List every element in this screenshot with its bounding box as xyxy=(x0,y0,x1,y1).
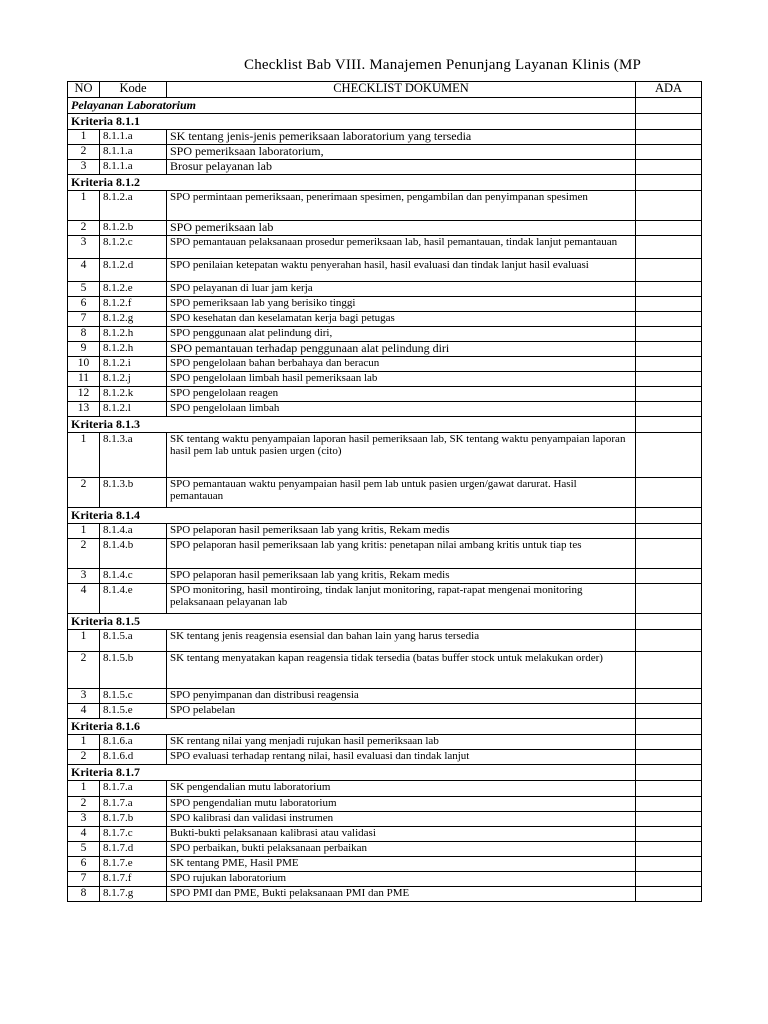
no-cell: 1 xyxy=(68,191,100,221)
document-cell: SPO kesehatan dan keselamatan kerja bagi petugas xyxy=(167,312,636,327)
no-cell: 6 xyxy=(68,297,100,312)
kode-cell: 8.1.4.a xyxy=(100,524,167,539)
no-cell: 2 xyxy=(68,797,100,812)
no-cell: 2 xyxy=(68,221,100,236)
ada-cell[interactable] xyxy=(636,797,702,812)
kriteria-row xyxy=(68,719,702,735)
ada-cell[interactable] xyxy=(636,312,702,327)
kode-cell: 8.1.6.d xyxy=(100,750,167,765)
no-cell: 11 xyxy=(68,372,100,387)
table-row xyxy=(68,524,702,539)
ada-cell[interactable] xyxy=(636,402,702,417)
no-cell: 3 xyxy=(68,236,100,259)
ada-cell[interactable] xyxy=(636,98,702,114)
ada-cell[interactable] xyxy=(636,872,702,887)
document-cell: SPO pengelolaan limbah hasil pemeriksaan lab xyxy=(167,372,636,387)
checklist-body xyxy=(68,98,702,902)
no-cell: 4 xyxy=(68,259,100,282)
ada-cell[interactable] xyxy=(636,478,702,508)
kriteria-label: Kriteria 8.1.3 xyxy=(68,417,636,433)
kode-cell: 8.1.2.f xyxy=(100,297,167,312)
kode-cell: 8.1.2.c xyxy=(100,236,167,259)
no-cell: 2 xyxy=(68,652,100,689)
ada-cell[interactable] xyxy=(636,569,702,584)
document-cell: SPO pengelolaan reagen xyxy=(167,387,636,402)
header-kode: Kode xyxy=(100,82,167,98)
document-cell: Bukti-bukti pelaksanaan kalibrasi atau validasi xyxy=(167,827,636,842)
table-row xyxy=(68,887,702,902)
kode-cell: 8.1.2.a xyxy=(100,191,167,221)
table-row xyxy=(68,387,702,402)
document-cell: SPO penggunaan alat pelindung diri, xyxy=(167,327,636,342)
ada-cell[interactable] xyxy=(636,704,702,719)
kode-cell: 8.1.2.e xyxy=(100,282,167,297)
no-cell: 6 xyxy=(68,857,100,872)
document-cell: SPO permintaan pemeriksaan, penerimaan spesimen, pengambilan dan penyimpanan spesimen xyxy=(167,191,636,221)
kode-cell: 8.1.6.a xyxy=(100,735,167,750)
ada-cell[interactable] xyxy=(636,524,702,539)
kode-cell: 8.1.2.h xyxy=(100,327,167,342)
table-row xyxy=(68,191,702,221)
kode-cell: 8.1.7.f xyxy=(100,872,167,887)
ada-cell[interactable] xyxy=(636,145,702,160)
kode-cell: 8.1.2.k xyxy=(100,387,167,402)
document-cell: SPO pengelolaan bahan berbahaya dan beracun xyxy=(167,357,636,372)
document-cell: SPO pelaporan hasil pemeriksaan lab yang kritis, Rekam medis xyxy=(167,569,636,584)
ada-cell[interactable] xyxy=(636,630,702,652)
section-row xyxy=(68,98,702,114)
document-cell: SK tentang jenis-jenis pemeriksaan laboratorium yang tersedia xyxy=(167,130,636,145)
no-cell: 5 xyxy=(68,842,100,857)
ada-cell[interactable] xyxy=(636,812,702,827)
table-row xyxy=(68,584,702,614)
no-cell: 9 xyxy=(68,342,100,357)
ada-cell[interactable] xyxy=(636,433,702,478)
document-cell: SPO perbaikan, bukti pelaksanaan perbaikan xyxy=(167,842,636,857)
document-cell: SPO pengendalian mutu laboratorium xyxy=(167,797,636,812)
table-row xyxy=(68,827,702,842)
ada-cell[interactable] xyxy=(636,327,702,342)
document-cell: SPO monitoring, hasil montiroing, tindak lanjut monitoring, rapat-rapat mengenai monitoring pelaksanaan pelayanan lab xyxy=(167,584,636,614)
header-checklist-dokumen: CHECKLIST DOKUMEN xyxy=(167,82,636,98)
ada-cell[interactable] xyxy=(636,221,702,236)
ada-cell[interactable] xyxy=(636,191,702,221)
kode-cell: 8.1.7.c xyxy=(100,827,167,842)
no-cell: 1 xyxy=(68,781,100,797)
ada-cell[interactable] xyxy=(636,372,702,387)
table-row xyxy=(68,236,702,259)
table-row xyxy=(68,312,702,327)
ada-cell[interactable] xyxy=(636,750,702,765)
ada-cell[interactable] xyxy=(636,259,702,282)
kode-cell: 8.1.7.a xyxy=(100,781,167,797)
table-row xyxy=(68,259,702,282)
kode-cell: 8.1.2.l xyxy=(100,402,167,417)
no-cell: 1 xyxy=(68,735,100,750)
kriteria-label: Kriteria 8.1.5 xyxy=(68,614,636,630)
no-cell: 12 xyxy=(68,387,100,402)
ada-cell[interactable] xyxy=(636,652,702,689)
no-cell: 4 xyxy=(68,704,100,719)
ada-cell[interactable] xyxy=(636,857,702,872)
kode-cell: 8.1.2.d xyxy=(100,259,167,282)
no-cell: 1 xyxy=(68,130,100,145)
table-row xyxy=(68,630,702,652)
ada-cell[interactable] xyxy=(636,160,702,175)
kriteria-label: Kriteria 8.1.6 xyxy=(68,719,636,735)
table-row xyxy=(68,872,702,887)
kode-cell: 8.1.2.g xyxy=(100,312,167,327)
ada-cell[interactable] xyxy=(636,357,702,372)
document-cell: SPO pelaporan hasil pemeriksaan lab yang kritis, Rekam medis xyxy=(167,524,636,539)
no-cell: 3 xyxy=(68,812,100,827)
ada-cell[interactable] xyxy=(636,584,702,614)
kode-cell: 8.1.7.g xyxy=(100,887,167,902)
ada-cell[interactable] xyxy=(636,842,702,857)
kode-cell: 8.1.5.e xyxy=(100,704,167,719)
document-cell: SPO rujukan laboratorium xyxy=(167,872,636,887)
document-cell: SPO penyimpanan dan distribusi reagensia xyxy=(167,689,636,704)
table-row xyxy=(68,857,702,872)
no-cell: 3 xyxy=(68,569,100,584)
table-row xyxy=(68,327,702,342)
table-row xyxy=(68,402,702,417)
kode-cell: 8.1.5.a xyxy=(100,630,167,652)
document-cell: Brosur pelayanan lab xyxy=(167,160,636,175)
table-row xyxy=(68,342,702,357)
kode-cell: 8.1.4.c xyxy=(100,569,167,584)
kode-cell: 8.1.3.a xyxy=(100,433,167,478)
table-row xyxy=(68,145,702,160)
no-cell: 2 xyxy=(68,750,100,765)
section-label: Pelayanan Laboratorium xyxy=(68,98,636,114)
table-row xyxy=(68,130,702,145)
ada-cell[interactable] xyxy=(636,282,702,297)
header-no: NO xyxy=(68,82,100,98)
kode-cell: 8.1.4.b xyxy=(100,539,167,569)
ada-cell[interactable] xyxy=(636,236,702,259)
document-cell: SPO pemeriksaan lab xyxy=(167,221,636,236)
document-cell: SPO penilaian ketepatan waktu penyerahan hasil, hasil evaluasi dan tindak lanjut hasil evaluasi xyxy=(167,259,636,282)
no-cell: 1 xyxy=(68,433,100,478)
table-row xyxy=(68,781,702,797)
table-row xyxy=(68,221,702,236)
ada-cell[interactable] xyxy=(636,387,702,402)
no-cell: 1 xyxy=(68,524,100,539)
document-cell: SPO kalibrasi dan validasi instrumen xyxy=(167,812,636,827)
ada-cell[interactable] xyxy=(636,508,702,524)
kriteria-label: Kriteria 8.1.1 xyxy=(68,114,636,130)
document-cell: SPO pemeriksaan lab yang berisiko tinggi xyxy=(167,297,636,312)
table-row xyxy=(68,735,702,750)
kode-cell: 8.1.2.j xyxy=(100,372,167,387)
ada-cell[interactable] xyxy=(636,297,702,312)
kode-cell: 8.1.7.a xyxy=(100,797,167,812)
kriteria-row xyxy=(68,417,702,433)
table-row xyxy=(68,297,702,312)
kriteria-row xyxy=(68,765,702,781)
no-cell: 3 xyxy=(68,689,100,704)
document-cell: SK rentang nilai yang menjadi rujukan hasil pemeriksaan lab xyxy=(167,735,636,750)
kode-cell: 8.1.2.h xyxy=(100,342,167,357)
kriteria-label: Kriteria 8.1.4 xyxy=(68,508,636,524)
kode-cell: 8.1.1.a xyxy=(100,160,167,175)
table-row xyxy=(68,372,702,387)
kriteria-row xyxy=(68,614,702,630)
no-cell: 2 xyxy=(68,145,100,160)
ada-cell[interactable] xyxy=(636,342,702,357)
document-cell: SK tentang PME, Hasil PME xyxy=(167,857,636,872)
document-cell: SPO pelaporan hasil pemeriksaan lab yang kritis: penetapan nilai ambang kritis untuk tiap tes xyxy=(167,539,636,569)
document-cell: SK tentang waktu penyampaian laporan hasil pemeriksaan lab, SK tentang waktu penyampaian laporan hasil pem lab untuk pasien urgen (cito) xyxy=(167,433,636,478)
ada-cell[interactable] xyxy=(636,827,702,842)
document-cell: SPO pengelolaan limbah xyxy=(167,402,636,417)
ada-cell[interactable] xyxy=(636,719,702,735)
table-row xyxy=(68,282,702,297)
kriteria-row xyxy=(68,114,702,130)
ada-cell[interactable] xyxy=(636,735,702,750)
document-cell: SPO pemantauan terhadap penggunaan alat pelindung diri xyxy=(167,342,636,357)
no-cell: 7 xyxy=(68,872,100,887)
table-row xyxy=(68,539,702,569)
document-cell: SPO pelayanan di luar jam kerja xyxy=(167,282,636,297)
ada-cell[interactable] xyxy=(636,539,702,569)
header-ada: ADA xyxy=(636,82,702,98)
document-cell: SK tentang jenis reagensia esensial dan bahan lain yang harus tersedia xyxy=(167,630,636,652)
no-cell: 5 xyxy=(68,282,100,297)
table-row xyxy=(68,478,702,508)
kode-cell: 8.1.7.b xyxy=(100,812,167,827)
table-row xyxy=(68,812,702,827)
kode-cell: 8.1.2.b xyxy=(100,221,167,236)
header-row xyxy=(68,82,702,98)
no-cell: 4 xyxy=(68,827,100,842)
kriteria-label: Kriteria 8.1.7 xyxy=(68,765,636,781)
table-row xyxy=(68,652,702,689)
no-cell: 4 xyxy=(68,584,100,614)
kode-cell: 8.1.4.e xyxy=(100,584,167,614)
table-row xyxy=(68,569,702,584)
table-row xyxy=(68,704,702,719)
kode-cell: 8.1.5.b xyxy=(100,652,167,689)
document-cell: SK tentang menyatakan kapan reagensia tidak tersedia (batas buffer stock untuk melakukan order) xyxy=(167,652,636,689)
table-row xyxy=(68,357,702,372)
no-cell: 8 xyxy=(68,887,100,902)
document-cell: SPO pemantauan pelaksanaan prosedur pemeriksaan lab, hasil pemantauan, tindak lanjut pemantauan xyxy=(167,236,636,259)
kriteria-row xyxy=(68,175,702,191)
ada-cell[interactable] xyxy=(636,887,702,902)
document-cell: SPO pemeriksaan laboratorium, xyxy=(167,145,636,160)
no-cell: 10 xyxy=(68,357,100,372)
kode-cell: 8.1.7.d xyxy=(100,842,167,857)
document-cell: SPO pemantauan waktu penyampaian hasil pem lab untuk pasien urgen/gawat darurat. Hasil pemantauan xyxy=(167,478,636,508)
kode-cell: 8.1.7.e xyxy=(100,857,167,872)
no-cell: 7 xyxy=(68,312,100,327)
document-cell: SPO PMI dan PME, Bukti pelaksanaan PMI dan PME xyxy=(167,887,636,902)
ada-cell[interactable] xyxy=(636,175,702,191)
ada-cell[interactable] xyxy=(636,614,702,630)
table-row xyxy=(68,750,702,765)
table-row xyxy=(68,689,702,704)
no-cell: 1 xyxy=(68,630,100,652)
no-cell: 3 xyxy=(68,160,100,175)
ada-cell[interactable] xyxy=(636,130,702,145)
table-row xyxy=(68,797,702,812)
kode-cell: 8.1.1.a xyxy=(100,145,167,160)
document-title: Checklist Bab VIII. Manajemen Penunjang Layanan Klinis (MP xyxy=(244,57,642,73)
ada-cell[interactable] xyxy=(636,114,702,130)
ada-cell[interactable] xyxy=(636,765,702,781)
no-cell: 2 xyxy=(68,478,100,508)
ada-cell[interactable] xyxy=(636,417,702,433)
document-cell: SK pengendalian mutu laboratorium xyxy=(167,781,636,797)
checklist-table xyxy=(67,81,702,902)
no-cell: 2 xyxy=(68,539,100,569)
kode-cell: 8.1.1.a xyxy=(100,130,167,145)
no-cell: 13 xyxy=(68,402,100,417)
kode-cell: 8.1.5.c xyxy=(100,689,167,704)
kriteria-row xyxy=(68,508,702,524)
kriteria-label: Kriteria 8.1.2 xyxy=(68,175,636,191)
document-cell: SPO evaluasi terhadap rentang nilai, hasil evaluasi dan tindak lanjut xyxy=(167,750,636,765)
table-row xyxy=(68,160,702,175)
table-row xyxy=(68,433,702,478)
ada-cell[interactable] xyxy=(636,781,702,797)
table-row xyxy=(68,842,702,857)
document-cell: SPO pelabelan xyxy=(167,704,636,719)
ada-cell[interactable] xyxy=(636,689,702,704)
kode-cell: 8.1.3.b xyxy=(100,478,167,508)
no-cell: 8 xyxy=(68,327,100,342)
kode-cell: 8.1.2.i xyxy=(100,357,167,372)
